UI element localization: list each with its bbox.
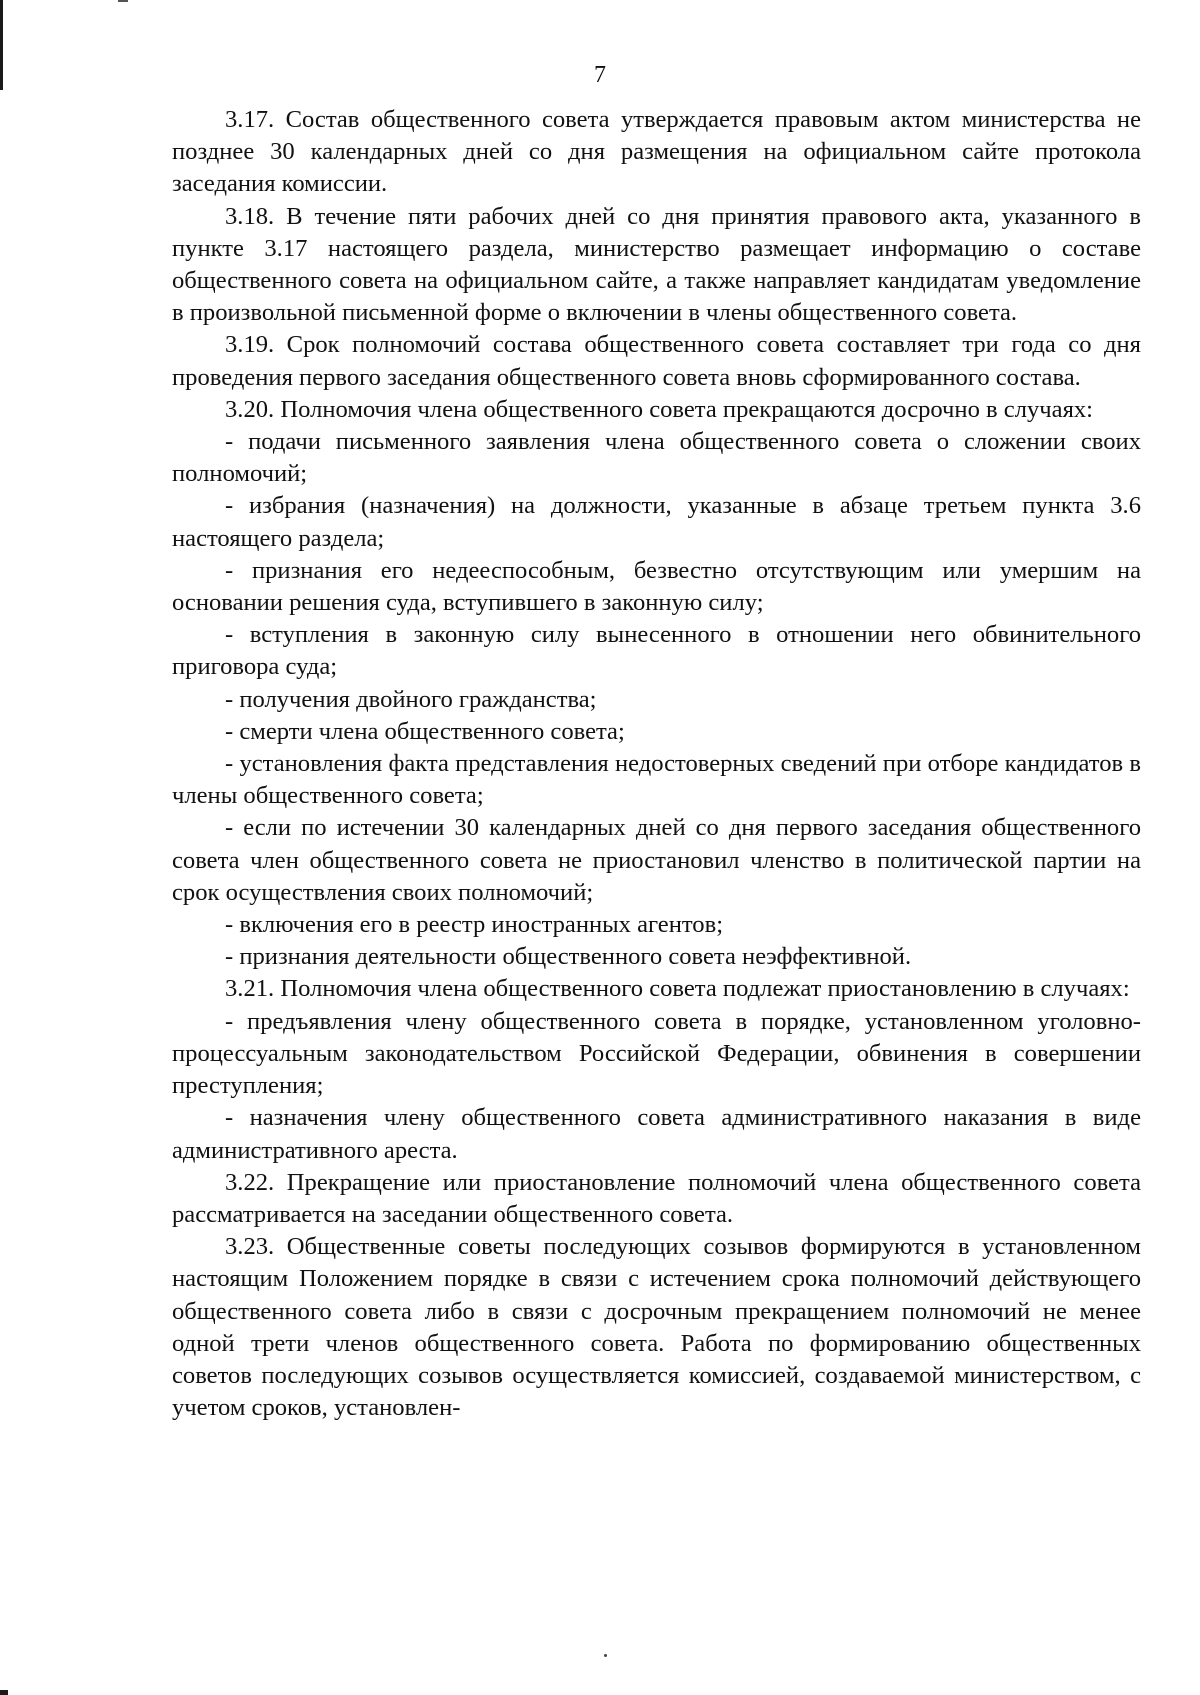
scan-dust-dot: [604, 1654, 607, 1657]
list-item-termination: - вступления в законную силу вынесенного в отношении него обвинительного приговора суда;: [172, 621, 1141, 681]
scan-edge-mark-bottom: [0, 1690, 8, 1695]
paragraph-3-21: 3.21. Полномочия члена общественного совета подлежат приостановлению в случаях:: [225, 975, 1130, 1003]
paragraph-3-22: 3.22. Прекращение или приостановление полномочий члена общественного совета рассматривается на заседании общественного совета.: [172, 1168, 1141, 1228]
paragraph-3-17: 3.17. Состав общественного совета утверждается правовым актом министерства не позднее 30 календарных дней со дня размещения на официальном сайте протокола заседания комиссии.: [172, 106, 1141, 198]
list-item-termination: - признания деятельности общественного совета неэффективной.: [225, 943, 912, 971]
paragraph-3-19: 3.19. Срок полномочий состава общественного совета составляет три года со дня проведения первого заседания общественного совета вновь сформированного состава.: [172, 331, 1141, 391]
list-item-termination: - включения его в реестр иностранных агентов;: [225, 911, 724, 939]
paragraph-3-18: 3.18. В течение пяти рабочих дней со дня принятия правового акта, указанного в пункте 3.17 настоящего раздела, министерство размещает информацию о составе общественного совета на официальном сайте, а также направляет кандидатам уведомление в произвольной письменной форме о включении в члены общественного совета.: [172, 202, 1141, 327]
list-item-suspension: - предъявления члену общественного совета в порядке, установленном уголовно-процессуальным законодательством Российской Федерации, обвинения в совершении преступления;: [172, 1007, 1141, 1100]
list-item-termination: - признания его недееспособным, безвестно отсутствующим или умершим на основании решения суда, вступившего в законную силу;: [172, 556, 1141, 617]
scan-edge-mark-top: [118, 0, 128, 2]
list-item-termination: - получения двойного гражданства;: [225, 685, 597, 713]
list-item-termination: - подачи письменного заявления члена общественного совета о сложении своих полномочий;: [172, 428, 1141, 488]
list-item-termination: - избрания (назначения) на должности, указанные в абзаце третьем пункта 3.6 настоящего раздела;: [172, 492, 1141, 552]
paragraph-3-20: 3.20. Полномочия члена общественного совета прекращаются досрочно в случаях:: [225, 395, 1094, 423]
list-item-suspension: - назначения члену общественного совета административного наказания в виде административного ареста.: [172, 1104, 1141, 1164]
document-body: [172, 104, 1141, 1424]
list-item-termination: - смерти члена общественного совета;: [225, 717, 625, 745]
paragraph-3-23: 3.23. Общественные советы последующих созывов формируются в установленном настоящим Положением порядке в связи с истечением срока полномочий действующего общественного совета либо в связи с досрочным прекращением полномочий не менее одной трети членов общественного совета. Работа по формированию общественных советов последующих созывов осуществляется комиссией, создаваемой министерством, с учетом сроков, установлен-: [172, 1233, 1141, 1422]
list-item-termination: - если по истечении 30 календарных дней со дня первого заседания общественного совета член общественного совета не приостановил членство в политической партии на срок осуществления своих полномочий;: [172, 814, 1141, 906]
list-item-termination: - установления факта представления недостоверных сведений при отборе кандидатов в члены общественного совета;: [172, 750, 1141, 810]
page-number: 7: [594, 62, 606, 88]
